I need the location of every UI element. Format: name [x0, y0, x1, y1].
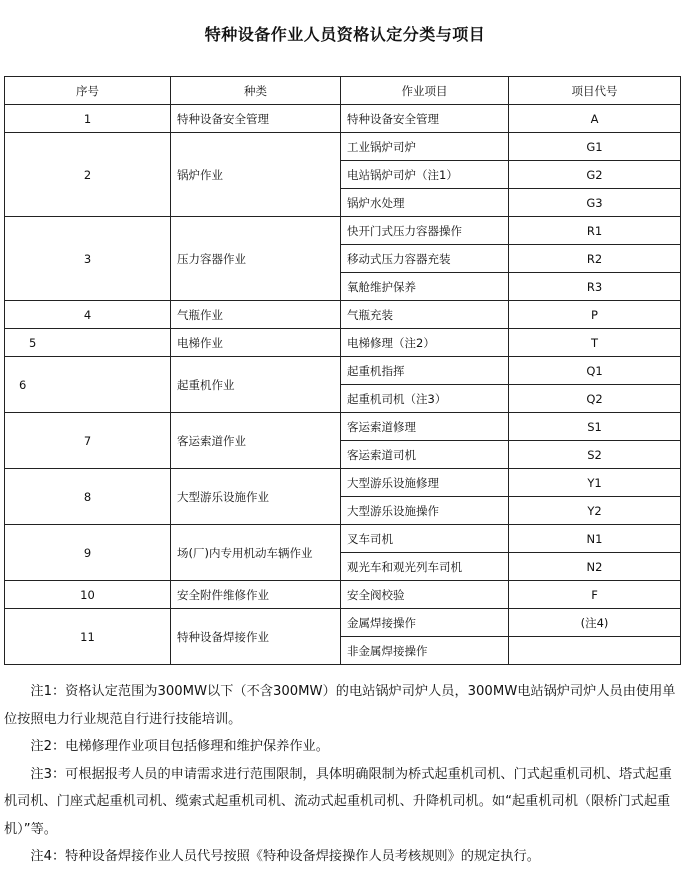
note-3: 注3：可根据报考人员的申请需求进行范围限制，具体明确限制为桥式起重机司机、门式起重机司机、塔式起重机司机、门座式起重机司机、缆索式起重机司机、流动式起重机司机、升降机司机。如“起重机司机（限桥门式起重机）”等。 — [4, 766, 672, 837]
cell-code: Q2 — [509, 385, 681, 413]
cell-item: 锅炉水处理 — [341, 189, 509, 217]
cell-code: G1 — [509, 133, 681, 161]
table-row — [5, 609, 681, 637]
header-seq: 序号 — [5, 77, 171, 105]
cell-seq: 6 — [5, 357, 171, 413]
cell-item: 客运索道修理 — [341, 413, 509, 441]
cell-code: P — [509, 301, 681, 329]
cell-code: S2 — [509, 441, 681, 469]
cell-item: 特种设备安全管理 — [341, 105, 509, 133]
cell-code: G3 — [509, 189, 681, 217]
cell-code: Y2 — [509, 497, 681, 525]
cell-code: G2 — [509, 161, 681, 189]
cell-seq: 11 — [5, 609, 171, 665]
cell-category: 特种设备焊接作业 — [171, 609, 341, 665]
cell-code — [509, 637, 681, 665]
cell-item: 客运索道司机 — [341, 441, 509, 469]
table-row — [5, 217, 681, 245]
qualification-table — [4, 76, 681, 665]
cell-seq: 10 — [5, 581, 171, 609]
cell-code: Q1 — [509, 357, 681, 385]
cell-item: 移动式压力容器充装 — [341, 245, 509, 273]
cell-item: 电站锅炉司炉（注1） — [341, 161, 509, 189]
cell-item: 工业锅炉司炉 — [341, 133, 509, 161]
cell-item: 气瓶充装 — [341, 301, 509, 329]
header-category: 种类 — [171, 77, 341, 105]
table-row — [5, 525, 681, 553]
cell-code: A — [509, 105, 681, 133]
table-row — [5, 413, 681, 441]
page-title: 特种设备作业人员资格认定分类与项目 — [204, 25, 486, 44]
cell-code: R2 — [509, 245, 681, 273]
cell-code: N2 — [509, 553, 681, 581]
table-row — [5, 357, 681, 385]
table-row — [5, 133, 681, 161]
cell-code: S1 — [509, 413, 681, 441]
cell-item: 电梯修理（注2） — [341, 329, 509, 357]
table-row — [5, 469, 681, 497]
cell-category: 安全附件维修作业 — [171, 581, 341, 609]
table-row — [5, 581, 681, 609]
cell-item: 观光车和观光列车司机 — [341, 553, 509, 581]
cell-category: 大型游乐设施作业 — [171, 469, 341, 525]
cell-item: 安全阀校验 — [341, 581, 509, 609]
cell-seq: 1 — [5, 105, 171, 133]
cell-item: 金属焊接操作 — [341, 609, 509, 637]
cell-category: 特种设备安全管理 — [171, 105, 341, 133]
cell-item: 非金属焊接操作 — [341, 637, 509, 665]
cell-item: 起重机指挥 — [341, 357, 509, 385]
notes-section — [4, 678, 680, 871]
cell-code: R1 — [509, 217, 681, 245]
cell-category: 压力容器作业 — [171, 217, 341, 301]
cell-seq: 5 — [5, 329, 171, 357]
cell-category: 气瓶作业 — [171, 301, 341, 329]
table-row — [5, 329, 681, 357]
cell-category: 起重机作业 — [171, 357, 341, 413]
cell-category: 电梯作业 — [171, 329, 341, 357]
note-1: 注1：资格认定范围为300MW以下（不含300MW）的电站锅炉司炉人员，300MW电站锅炉司炉人员由使用单位按照电力行业规范自行进行技能培训。 — [4, 684, 676, 727]
table-header-row — [5, 77, 681, 105]
cell-code: Y1 — [509, 469, 681, 497]
table-row — [5, 301, 681, 329]
cell-item: 起重机司机（注3） — [341, 385, 509, 413]
note-2: 注2：电梯修理作业项目包括修理和维护保养作业。 — [30, 739, 329, 754]
header-item: 作业项目 — [341, 77, 509, 105]
cell-item: 大型游乐设施修理 — [341, 469, 509, 497]
cell-category: 锅炉作业 — [171, 133, 341, 217]
cell-seq: 2 — [5, 133, 171, 217]
cell-category: 客运索道作业 — [171, 413, 341, 469]
cell-seq: 3 — [5, 217, 171, 301]
cell-code: R3 — [509, 273, 681, 301]
cell-code: (注4) — [509, 609, 681, 637]
cell-category: 场(厂)内专用机动车辆作业 — [171, 525, 341, 581]
cell-item: 大型游乐设施操作 — [341, 497, 509, 525]
cell-seq: 8 — [5, 469, 171, 525]
cell-seq: 4 — [5, 301, 171, 329]
header-code: 项目代号 — [509, 77, 681, 105]
cell-code: F — [509, 581, 681, 609]
cell-code: N1 — [509, 525, 681, 553]
cell-seq: 9 — [5, 525, 171, 581]
cell-item: 氧舱维护保养 — [341, 273, 509, 301]
cell-item: 叉车司机 — [341, 525, 509, 553]
cell-seq: 7 — [5, 413, 171, 469]
note-4: 注4：特种设备焊接作业人员代号按照《特种设备焊接操作人员考核规则》的规定执行。 — [30, 849, 540, 864]
cell-item: 快开门式压力容器操作 — [341, 217, 509, 245]
cell-code: T — [509, 329, 681, 357]
table-row — [5, 105, 681, 133]
